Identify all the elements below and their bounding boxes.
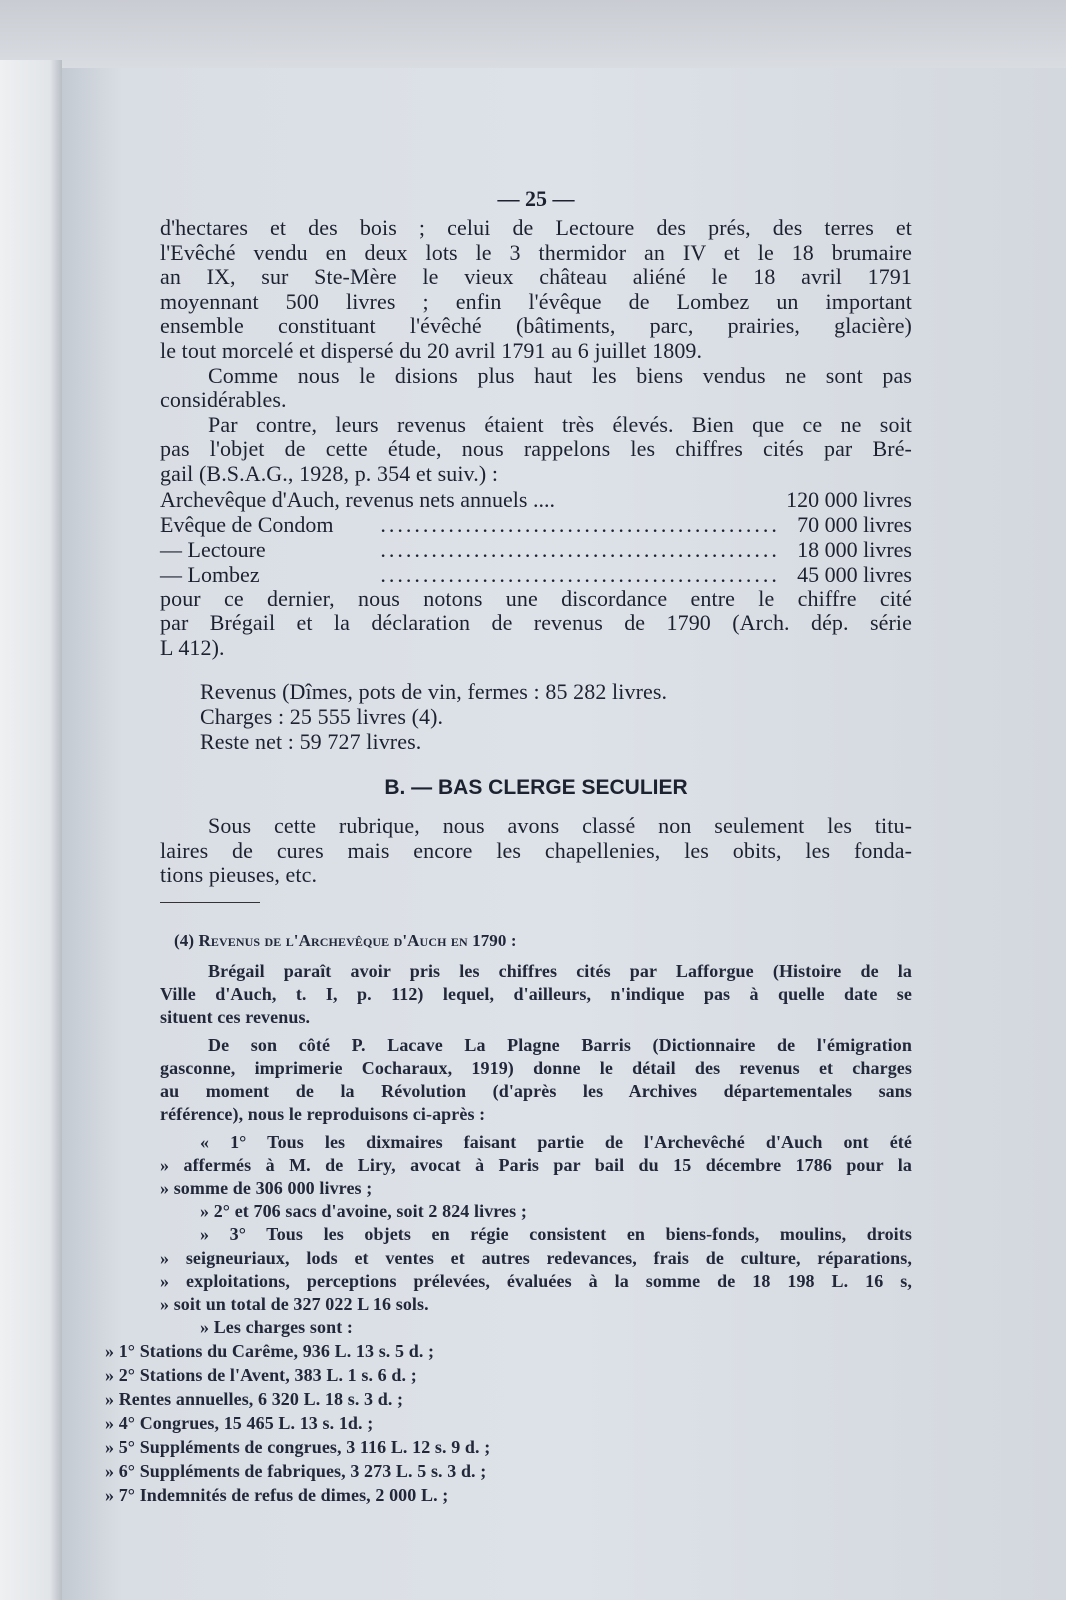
page-number: — 25 —: [497, 186, 575, 211]
paragraph-1: [160, 216, 912, 364]
text-line: tions pieuses, etc.: [160, 862, 318, 888]
text-line: » exploitations, perceptions prélevées, évaluées à la somme de 18 198 L. 16 s,: [160, 1270, 912, 1291]
paragraph-3: [160, 413, 912, 487]
text-line: au moment de la Révolution (d'après les Archives départementales sans: [160, 1081, 912, 1102]
text-line: » 6° Suppléments de fabriques, 3 273 L. 5 s. 3 d. ;: [105, 1461, 487, 1482]
text-line: » 2° Stations de l'Avent, 383 L. 1 s. 6 d. ;: [105, 1365, 417, 1386]
text-line: laires de cures mais encore les chapellenies, les obits, les fonda-: [160, 837, 912, 863]
revenue-summary: [160, 680, 912, 754]
paragraph-2: [160, 364, 912, 413]
row-label: Archevêque d'Auch, revenus nets annuels ....: [160, 486, 555, 512]
text-line: Brégail paraît avoir pris les chiffres cités par Lafforgue (Histoire de la: [208, 961, 912, 982]
row-label: — Lectoure: [160, 536, 266, 562]
text-line: » somme de 306 000 livres ;: [160, 1177, 373, 1198]
leader-dots: [555, 487, 762, 512]
text-line: Reste net : 59 727 livres.: [200, 728, 422, 754]
text-line: gail (B.S.A.G., 1928, p. 354 et suiv.) :: [160, 460, 499, 486]
row-label: Evêque de Condom: [160, 511, 334, 537]
text-line: Comme nous le disions plus haut les biens vendus ne sont pas: [208, 362, 912, 388]
text-line: » Rentes annuelles, 6 320 L. 18 s. 3 d. ;: [105, 1389, 404, 1410]
text-line: référence), nous le reproduisons ci-après :: [160, 1104, 486, 1125]
row-label: — Lombez: [160, 561, 260, 587]
text-line: Ville d'Auch, t. I, p. 112) lequel, d'ailleurs, n'indique pas à quelle date se: [160, 984, 912, 1005]
paragraph-5: [160, 814, 912, 888]
text-line: » Les charges sont :: [200, 1317, 353, 1338]
table-row: [160, 512, 912, 537]
text-line: » soit un total de 327 022 L 16 sols.: [160, 1293, 429, 1314]
text-line: » 7° Indemnités de refus de dimes, 2 000 L. ;: [105, 1485, 449, 1506]
row-value: 70 000 livres: [797, 511, 912, 537]
text-line: « 1° Tous les dixmaires faisant partie de l'Archevêché d'Auch ont été: [200, 1131, 912, 1152]
table-row: [160, 537, 912, 562]
row-value: 120 000 livres: [786, 486, 912, 512]
leader-dots: ...............................................: [380, 536, 780, 562]
footnote: [105, 929, 912, 1507]
text-line: Charges : 25 555 livres (4).: [200, 703, 444, 729]
text-line: » 1° Stations du Carême, 936 L. 13 s. 5 d. ;: [105, 1341, 435, 1362]
text-line: moyennant 500 livres ; enfin l'évêque de Lombez un important: [160, 288, 912, 314]
row-value: 45 000 livres: [797, 561, 912, 587]
text-line: De son côté P. Lacave La Plagne Barris (Dictionnaire de l'émigration: [208, 1034, 912, 1055]
text-line: d'hectares et des bois ; celui de Lectoure des prés, des terres et: [160, 215, 912, 240]
text-line: l'Evêché vendu en deux lots le 3 thermidor an IV et le 18 brumaire: [160, 239, 912, 265]
previous-page-edge: [0, 60, 62, 1600]
page-text: [105, 186, 912, 1507]
text-line: Par contre, leurs revenus étaient très élevés. Bien que ce ne soit: [208, 411, 912, 437]
leader-dots: ...............................................: [380, 561, 780, 587]
text-line: considérables.: [160, 387, 287, 413]
footnote-title: (4) Revenus de l'Archevêque d'Auch en 1790 :: [174, 930, 517, 950]
text-line: pour ce dernier, nous notons une discordance entre le chiffre cité: [160, 585, 912, 611]
paragraph-4: [160, 587, 912, 661]
section-heading: B. — BAS CLERGE SECULIER: [384, 776, 688, 800]
revenue-table: [160, 487, 912, 587]
text-line: » 2° et 706 sacs d'avoine, soit 2 824 livres ;: [200, 1201, 527, 1222]
footnote-rule: [160, 902, 260, 903]
leader-dots: ...............................................: [380, 511, 780, 537]
table-row: [160, 487, 912, 512]
text-line: » seigneuriaux, lods et ventes et autres redevances, frais de culture, réparations,: [160, 1247, 912, 1268]
text-line: » 5° Suppléments de congrues, 3 116 L. 12 s. 9 d. ;: [105, 1437, 491, 1458]
text-line: situent ces revenus.: [160, 1007, 311, 1028]
text-line: an IX, sur Ste-Mère le vieux château aliéné le 18 avril 1791: [160, 264, 912, 290]
table-row: [160, 562, 912, 587]
text-line: pas l'objet de cette étude, nous rappelons les chiffres cités par Bré-: [160, 436, 912, 462]
text-line: gasconne, imprimerie Cocharaux, 1919) donne le détail des revenus et charges: [160, 1057, 912, 1078]
text-line: » affermés à M. de Liry, avocat à Paris par bail du 15 décembre 1786 pour la: [160, 1154, 912, 1175]
text-line: ensemble constituant l'évêché (bâtiments, parc, prairies, glacière): [160, 313, 912, 339]
text-line: le tout morcelé et dispersé du 20 avril 1791 au 6 juillet 1809.: [160, 337, 703, 363]
text-line: par Brégail et la déclaration de revenus de 1790 (Arch. dép. série: [160, 610, 912, 636]
text-line: » 4° Congrues, 15 465 L. 13 s. 1d. ;: [105, 1413, 374, 1434]
text-line: Revenus (Dîmes, pots de vin, fermes : 85 282 livres.: [200, 679, 668, 705]
row-value: 18 000 livres: [797, 536, 912, 562]
text-line: » 3° Tous les objets en régie consistent en biens-fonds, moulins, droits: [200, 1224, 912, 1245]
text-line: L 412).: [160, 634, 225, 660]
text-line: Sous cette rubrique, nous avons classé non seulement les titu-: [208, 813, 912, 839]
